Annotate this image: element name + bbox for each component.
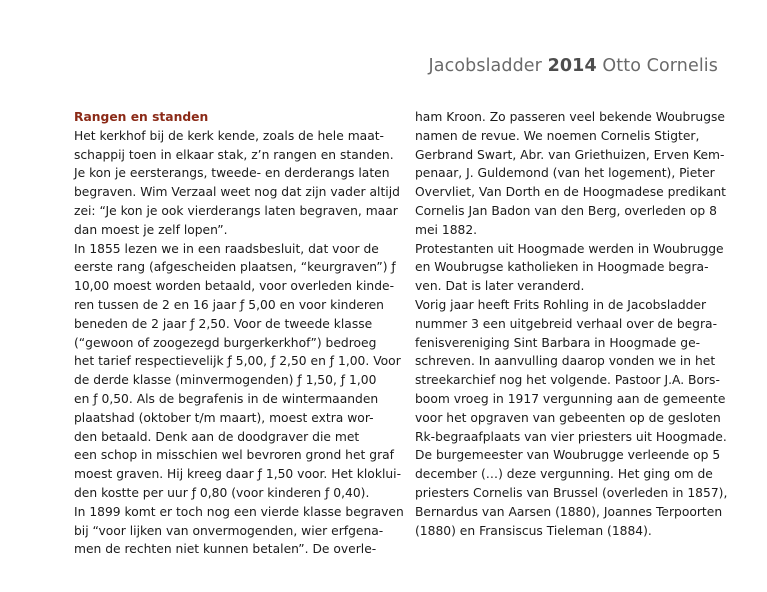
text-line: priesters Cornelis van Brussel (overleden in 1857), [415,485,728,500]
text-line: nummer 3 een uitgebreid verhaal over de begra- [415,316,718,331]
text-line: plaatshad (oktober t/m maart), moest extra wor- [74,410,374,425]
text-line: 10,00 moest worden betaald, voor overleden kinde- [74,279,395,294]
text-line: penaar, J. Guldemond (van het logement), Pieter [415,166,715,181]
text-line: Overvliet, Van Dorth en de Hoogmadese predikant [415,185,727,200]
text-line: Rk-begraafplaats van vier priesters uit Hoogmade. [415,429,727,444]
text-line: Vorig jaar heeft Frits Rohling in de Jacobsladder [415,297,707,312]
text-line: Het kerkhof bij de kerk kende, zoals de hele maat- [74,128,384,143]
text-line: bij “voor lijken van onvermogenden, wier erfgena- [74,523,384,538]
text-line: Cornelis Jan Badon van den Berg, overleden op 8 [415,203,717,218]
left-column-body [74,127,404,559]
text-line: de derde klasse (minvermogenden) ƒ 1,50, ƒ 1,00 [74,373,377,388]
text-line: boom vroeg in 1917 vergunning aan de gemeente [415,391,726,406]
text-line: men de rechten niet kunnen betalen”. De overle- [74,542,377,557]
text-line: zei: “Je kon je ook vierderangs laten begraven, maar [74,203,398,218]
text-line: schappij toen in elkaar stak, z’n rangen en standen. [74,147,394,162]
text-line: ham Kroon. Zo passeren veel bekende Woubrugse [415,110,725,124]
author-name: Otto Cornelis [602,56,718,76]
section-heading: Rangen en standen [74,110,209,124]
text-line: (“gewoon of zoogezegd burgerkerkhof”) bedroeg [74,335,377,350]
text-line: In 1855 lezen we in een raadsbesluit, dat voor de [74,241,379,256]
text-line: en Woubrugse katholieken in Hoogmade begra- [415,260,709,275]
right-column [415,108,727,540]
text-line: Gerbrand Swart, Abr. van Griethuizen, Erven Kem- [415,147,725,162]
text-line: ven. Dat is later veranderd. [415,279,585,294]
text-line: ren tussen de 2 en 16 jaar ƒ 5,00 en voor kinderen [74,297,384,312]
text-line: schreven. In aanvulling daarop vonden we in het [415,354,716,369]
text-line: dan moest je zelf lopen”. [74,222,228,237]
text-line: Protestanten uit Hoogmade werden in Woubrugge [415,241,724,256]
right-column-body [415,108,727,540]
text-line: voor het opgraven van gebeenten op de gesloten [415,410,721,425]
text-line: den kostte per uur ƒ 0,80 (voor kinderen ƒ 0,40). [74,485,370,500]
publication-name: Jacobsladder [428,56,542,76]
text-line: (1880) en Fransiscus Tieleman (1884). [415,523,652,538]
text-line: namen de revue. We noemen Cornelis Stigter, [415,128,700,143]
left-column [74,108,404,559]
text-line: het tarief respectievelijk ƒ 5,00, ƒ 2,50 en ƒ 1,00. Voor [74,354,401,369]
text-line: moest graven. Hij kreeg daar ƒ 1,50 voor. Het klokluі- [74,467,402,482]
text-line: den betaald. Denk aan de doodgraver die met [74,429,360,444]
text-line: Je kon je eersterangs, tweede- en derderangs laten [74,166,390,181]
text-line: fenisvereniging Sint Barbara in Hoogmade ge- [415,335,701,350]
publication-year: 2014 [547,56,597,76]
text-line: beneden de 2 jaar ƒ 2,50. Voor de tweede klasse [74,316,373,331]
text-line: De burgemeester van Woubrugge verleende op 5 [415,448,721,463]
running-header [429,56,718,76]
text-line: begraven. Wim Verzaal weet nog dat zijn vader altijd [74,185,400,200]
text-line: december (…) deze vergunning. Het ging om de [415,467,713,482]
text-line: mei 1882. [415,222,478,237]
text-line: en ƒ 0,50. Als de begrafenis in de wintermaanden [74,391,379,406]
text-line: In 1899 komt er toch nog een vierde klasse begraven [74,504,404,519]
text-line: een schop in misschien wel bevroren grond het graf [74,448,394,463]
text-line: eerste rang (afgescheiden plaatsen, “keurgraven”) ƒ [74,260,396,275]
text-line: Bernardus van Aarsen (1880), Joannes Terpoorten [415,504,723,519]
text-line: streekarchief nog het volgende. Pastoor J.A. Bors- [415,373,720,388]
